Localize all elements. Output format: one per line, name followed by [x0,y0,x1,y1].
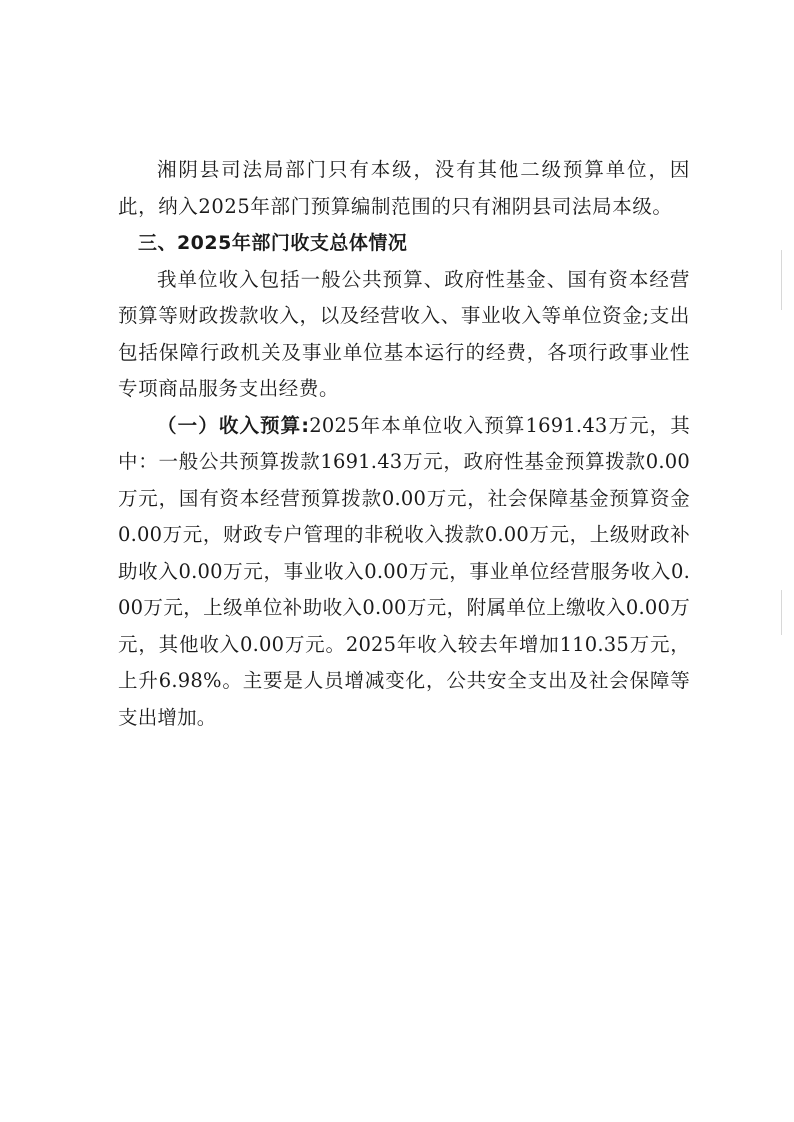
income-budget-label: （一）收入预算: [157,413,310,437]
section-heading-3: 三、2025年部门收支总体情况 [137,232,408,254]
paragraph-income-budget [118,408,690,737]
scan-edge-mark [781,590,782,635]
income-budget-text: 2025年本单位收入预算1691.43万元，其中：一般公共预算拨款1691.43万元，政府性基金预算拨款0.00万元，国有资本经营预算拨款0.00万元，社会保障基金预算资金0.00万元，财政专户管理的非税收入拨款0.00万元，上级财政补助收入0.00万元，事业收入0.00万元，事业单位经营服务收入0.00万元，上级单位补助收入0.00万元，附属单位上缴收入0.00万元，其他收入0.00万元。2025年收入较去年增加110.35万元，上升6.98%。主要是人员增减变化，公共安全支出及社会保障等支出增加。 [118,413,690,729]
paragraph-budget-scope: 湘阴县司法局部门只有本级，没有其他二级预算单位，因此，纳入2025年部门预算编制范围的只有湘阴县司法局本级。 [118,158,690,218]
paragraph-income-expense-overview: 我单位收入包括一般公共预算、政府性基金、国有资本经营预算等财政拨款收入，以及经营收入、事业收入等单位资金;支出包括保障行政机关及事业单位基本运行的经费，各项行政事业性专项商品服务支出经费。 [118,267,690,400]
document-body [118,152,690,736]
scan-edge-mark [781,250,782,310]
